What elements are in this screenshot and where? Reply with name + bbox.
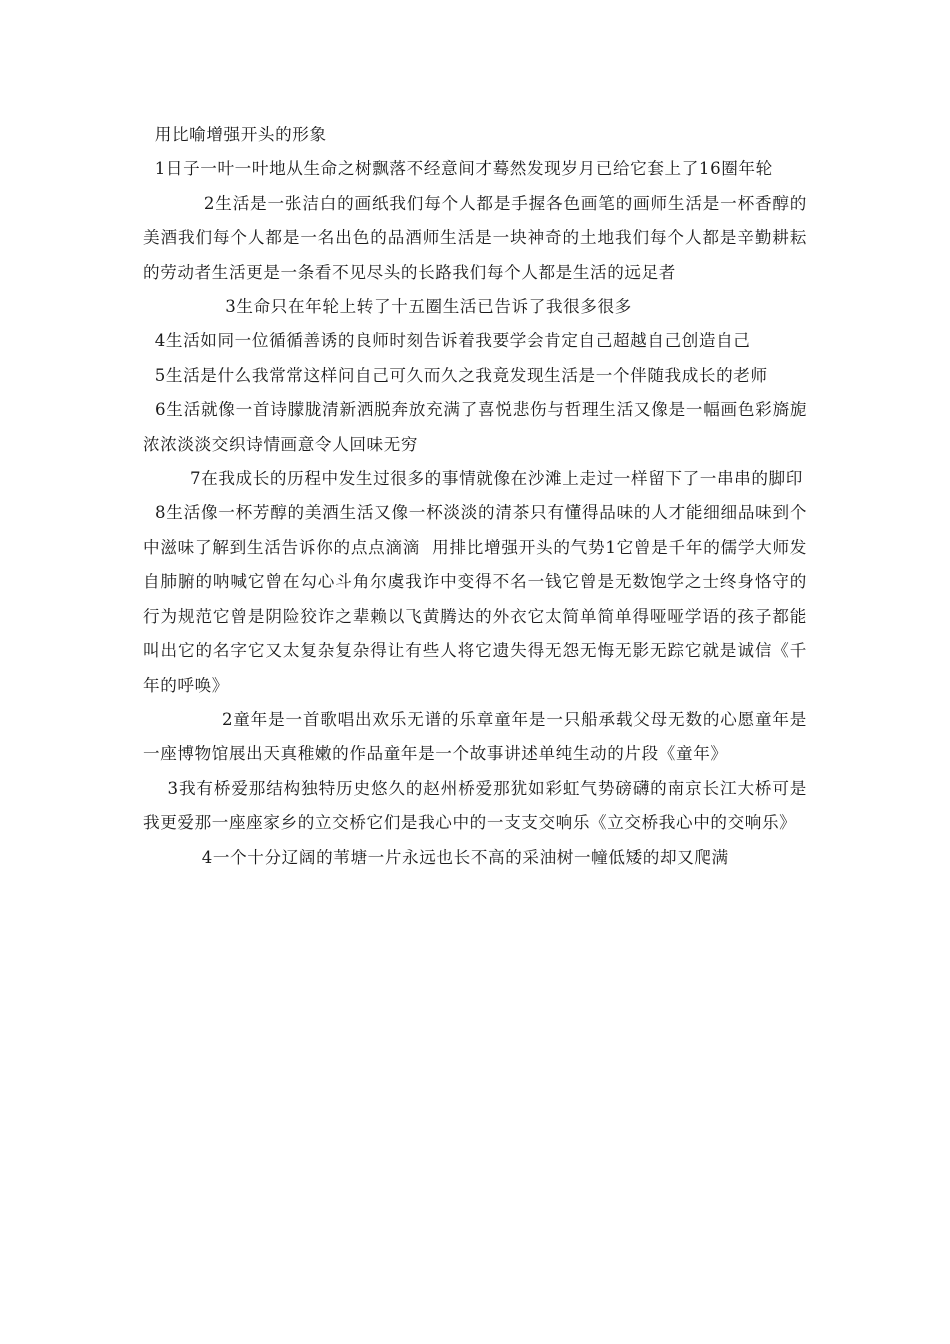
paragraph-6: 6生活就像一首诗朦胧清新洒脱奔放充满了喜悦悲伤与哲理生活又像是一幅画色彩旖旎浓浓淡淡交织诗情画意令人回味无穷 [143, 400, 808, 454]
paragraph-8: 8生活像一杯芳醇的美酒生活又像一杯淡淡的清茶只有懂得品味的人才能细细品味到个中滋味了解到生活告诉你的点点滴滴 用排比增强开头的气势1它曾是千年的儒学大师发自肺腑的呐喊它曾在勾心斗角尔虞我诈中变得不名一钱它曾是无数饱学之士终身恪守的行为规范它曾是阴险狡诈之辈赖以飞黄腾达的外衣它太简单简单得哑哑学语的孩子都能叫出它的名字它又太复杂复杂得让有些人将它遗失得无怨无悔无影无踪它就是诚信《千年的呼唤》 [143, 503, 808, 695]
paragraph-7: 7在我成长的历程中发生过很多的事情就像在沙滩上走过一样留下了一串串的脚印 [143, 469, 803, 489]
paragraph-9: 2童年是一首歌唱出欢乐无谱的乐章童年是一只船承载父母无数的心愿童年是一座博物馆展出天真稚嫩的作品童年是一个故事讲述单纯生动的片段《童年》 [143, 709, 807, 764]
paragraph-5: 5生活是什么我常常这样问自己可久而久之我竟发现生活是一个伴随我成长的老师 [143, 365, 768, 385]
document-page [143, 118, 807, 875]
paragraph-1: 1日子一叶一叶地从生命之树飘落不经意间才蓦然发现岁月已给它套上了16圈年轮 [143, 159, 773, 179]
heading-metaphor: 用比喻增强开头的形象 [143, 125, 327, 144]
paragraph-4: 4生活如同一位循循善诱的良师时刻告诉着我要学会肯定自己超越自己创造自己 [143, 331, 751, 351]
paragraph-3: 3生命只在年轮上转了十五圈生活已告诉了我很多很多 [143, 297, 632, 317]
paragraph-2: 2生活是一张洁白的画纸我们每个人都是手握各色画笔的画师生活是一杯香醇的美酒我们每个人都是一名出色的品酒师生活是一块神奇的土地我们每个人都是辛勤耕耘的劳动者生活更是一条看不见尽头的长路我们每个人都是生活的远足者 [143, 193, 807, 282]
paragraph-10: 3我有桥爱那结构独特历史悠久的赵州桥爱那犹如彩虹气势磅礴的南京长江大桥可是我更爱那一座座家乡的立交桥它们是我心中的一支支交响乐《立交桥我心中的交响乐》 [143, 778, 808, 833]
paragraph-11: 4一个十分辽阔的苇塘一片永远也长不高的采油树一幢低矮的却又爬满 [143, 847, 729, 867]
